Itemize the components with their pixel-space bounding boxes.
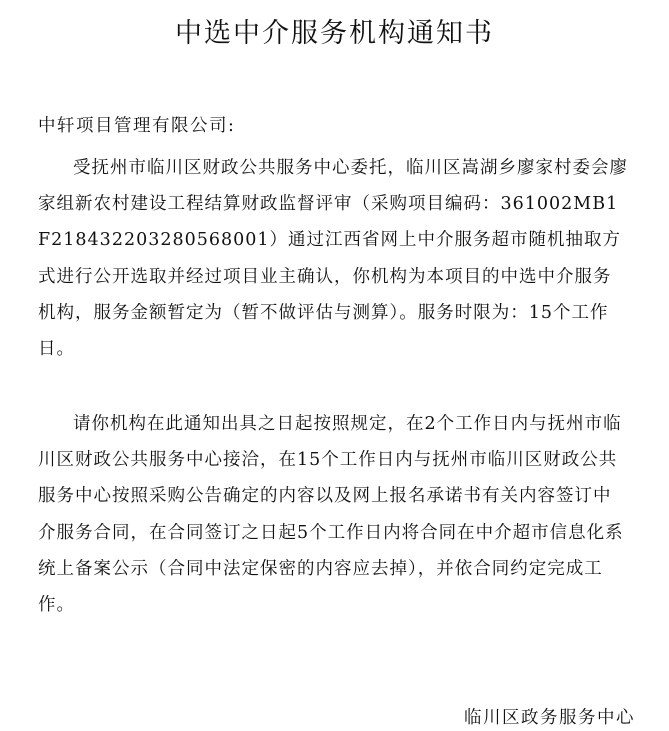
addressee: 中轩项目管理有限公司: [38,116,236,136]
issuer-signature: 临川区政务服务中心 [464,708,635,728]
document-title: 中选中介服务机构通知书 [175,18,494,49]
body-paragraph-1: 受抚州市临川区财政公共服务中心委托，临川区嵩湖乡廖家村委会廖家组新农村建设工程结算财政监督评审（采购项目编码：361002MB1F218432203280568001）通过江西省网上中介服务超市随机抽取方式进行公开选取并经过项目业主确认，你机构为本项目的中选中介服务机构，服务金额暂定为（暂不做评估与测算）。服务时限为：15个工作日。 [38,158,628,360]
body-paragraph-2: 请你机构在此通知出具之日起按照规定，在2个工作日内与抚州市临川区财政公共服务中心接洽，在15个工作日内与抚州市临川区财政公共服务中心按照采购公告确定的内容以及网上报名承诺书有关内容签订中介服务合同，在合同签订之日起5个工作日内将合同在中介超市信息化系统上备案公示（合同中法定保密的内容应去掉），并依合同约定完成工作。 [38,414,624,616]
